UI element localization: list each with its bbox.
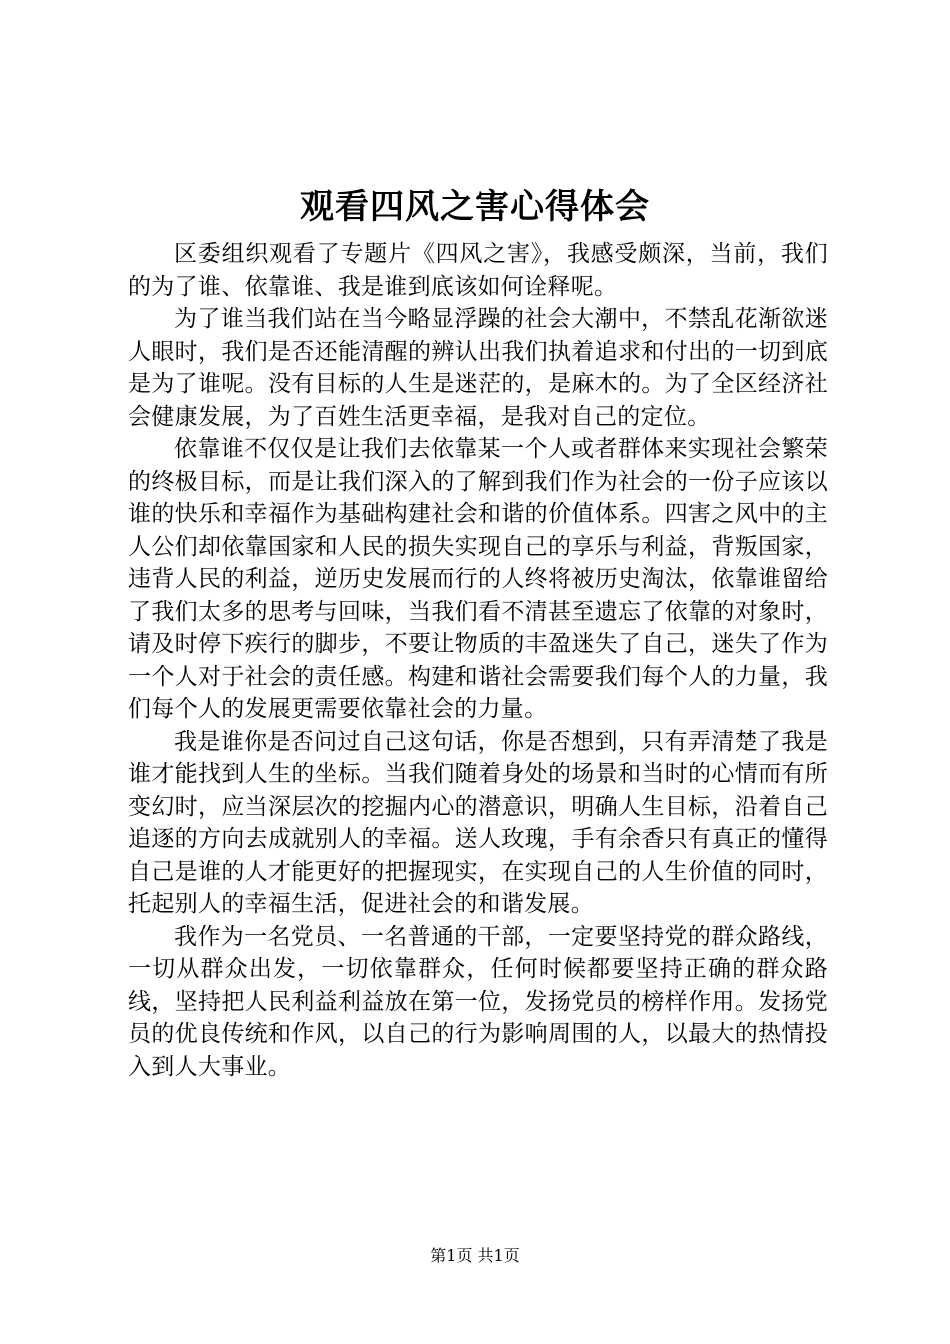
page-title: 观看四风之害心得体会 <box>300 187 650 227</box>
paragraph-2: 为了谁当我们站在当今略显浮躁的社会大潮中，不禁乱花渐欲迷人眼时，我们是否还能清醒的辨认出我们执着追求和付出的一切到底是为了谁呢。没有目标的人生是迷茫的，是麻木的。为了全区经济社会健康发展，为了百姓生活更幸福，是我对自己的定位。 <box>128 306 828 430</box>
document-body <box>128 238 828 1083</box>
paragraph-4: 我是谁你是否问过自己这句话，你是否想到，只有弄清楚了我是谁才能找到人生的坐标。当我们随着身处的场景和当时的心情而有所变幻时，应当深层次的挖掘内心的潜意识，明确人生目标，沿着自己追逐的方向去成就别人的幸福。送人玫瑰，手有余香只有真正的懂得自己是谁的人才能更好的把握现实，在实现自己的人生价值的同时，托起别人的幸福生活，促进社会的和谐发展。 <box>128 728 828 917</box>
paragraph-3: 依靠谁不仅仅是让我们去依靠某一个人或者群体来实现社会繁荣的终极目标，而是让我们深入的了解到我们作为社会的一份子应该以谁的快乐和幸福作为基础构建社会和谐的价值体系。四害之风中的主人公们却依靠国家和人民的损失实现自己的享乐与利益，背叛国家，违背人民的利益，逆历史发展而行的人终将被历史淘汰，依靠谁留给了我们太多的思考与回味，当我们看不清甚至遗忘了依靠的对象时，请及时停下疾行的脚步，不要让物质的丰盈迷失了自己，迷失了作为一个人对于社会的责任感。构建和谐社会需要我们每个人的力量，我们每个人的发展更需要依靠社会的力量。 <box>128 436 828 722</box>
paragraph-1: 区委组织观看了专题片《四风之害》，我感受颇深，当前，我们的为了谁、依靠谁、我是谁到底该如何诠释呢。 <box>128 241 828 300</box>
paragraph-5: 我作为一名党员、一名普通的干部，一定要坚持党的群众路线，一切从群众出发，一切依靠群众，任何时候都要坚持正确的群众路线，坚持把人民利益利益放在第一位，发扬党员的榜样作用。发扬党员的优良传统和作风，以自己的行为影响周围的人，以最大的热情投入到人大事业。 <box>128 923 828 1080</box>
page-footer: 第1页 共1页 <box>430 1246 520 1265</box>
